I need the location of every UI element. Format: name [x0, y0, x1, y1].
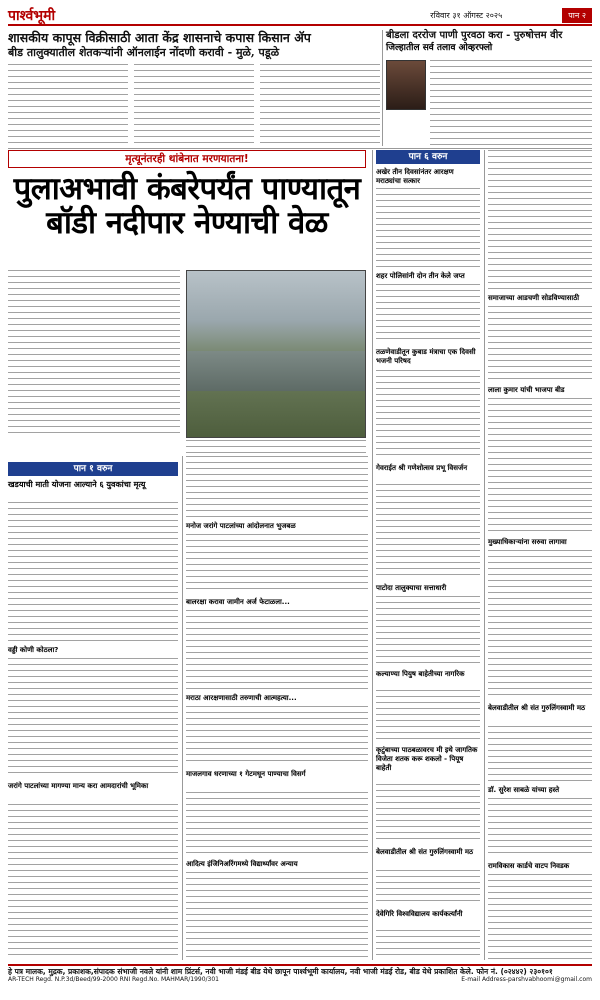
subhead: शहर पोलिसांनी दोन तीन केले जप्त: [376, 272, 465, 280]
subhead: डॉ. सुरेश साबळे यांच्या हस्ते: [488, 786, 560, 794]
email-address: E-mail Address-parshvabhoomi@gmail.com: [461, 976, 592, 983]
body-column: [376, 370, 480, 460]
divider: [182, 456, 183, 960]
main-story-column: [8, 270, 180, 438]
masthead-title: पार्श्वभूमी: [8, 7, 56, 24]
subhead: पाटोदा तालुक्याचा सत्ताधारी: [376, 584, 447, 592]
subhead: बालरक्षा करावा जामीन अर्ज फेटाळला...: [186, 598, 290, 606]
body-column: [8, 502, 178, 642]
lead-subheadline: बीड तालुक्यातील शेतकऱ्यांनी ऑनलाईन नोंदणी करावी - मुळे, पडूळे: [8, 46, 280, 59]
body-column: [376, 284, 480, 344]
subhead: मुख्याधिकाऱ्यांना सरुवा लागावा: [488, 538, 567, 546]
subhead: अखेर तीन दिवसांनंतर आरक्षण मराठ्यांचा सत्कार: [376, 168, 454, 185]
body-column: [8, 658, 178, 778]
divider: [382, 30, 383, 146]
body-column: [488, 726, 592, 782]
registration-number: AR-TECH Regd. N.P.3d/Beed/99-2000 RNI Regd.No. MAHMAR/1990/301: [8, 976, 219, 983]
right-subheadline: जिल्हातील सर्व तलाव ओव्हरफ्लो: [386, 43, 493, 53]
body-column: [376, 690, 480, 742]
section-label-page6: पान ६ वरुन: [376, 150, 480, 164]
dateline: रविवार ३१ ऑगस्ट २०२५: [430, 10, 503, 20]
divider: [372, 150, 373, 960]
right-column: [430, 60, 592, 146]
subhead: खडयाची माती योजना आल्याने ६ युवकांचा मृत्यू: [8, 480, 146, 489]
body-column: [488, 874, 592, 960]
imprint-line: हे पत्र मालक, मुद्रक, प्रकाशक,संपादक संभाजी नवले यांनी शाम प्रिंटर्स, नवी भाजी मंडई बीड येथे छापून पार्श्वभूमी कार्यालय, नवी भाजी मंडई रोड, बीड येथे प्रकाशित केले. फोन नं. (०२४४२) २३०१०१: [8, 967, 553, 976]
subhead: समाजाच्या आडचणी सोडविण्यासाठी: [488, 294, 580, 302]
body-column: [186, 610, 368, 690]
subhead: बेलवाडीतील श्री संत गुरुलिंगस्वामी मठ: [488, 704, 586, 712]
subhead: कृटुंबाच्या पाठबळावरच मी इथे जागतिक विजेता शतक करू शकलो - पियूष बाहेती: [376, 746, 478, 772]
body-column: [8, 804, 178, 960]
imprint-footer: [8, 964, 592, 994]
body-column: [186, 706, 368, 766]
lead-column-3: [260, 64, 380, 146]
lead-headline-block: [8, 30, 380, 60]
body-column: [376, 930, 480, 960]
subhead: देवेगिरि विश्वविद्यालय कार्यकर्त्यांनी: [376, 910, 463, 918]
subhead: लाला कुमार यांची भाजपा बीड: [488, 386, 565, 394]
subhead: मराठा आरक्षणासाठी तरुणाची आत्महत्या...: [186, 694, 297, 702]
subhead: बेलवाडीतील श्री संत गुरुलिंगस्वामी मठ: [376, 848, 474, 856]
body-column: [186, 792, 368, 856]
main-story-headline: पुलाअभावी कंबरेपर्यंत पाण्यातून बॉडी नदीपार नेण्याची वेळ: [13, 171, 361, 241]
body-column: [488, 306, 592, 382]
subhead: जरांगे पाटलांच्या मागण्या मान्य करा आमदारांची भूमिका: [8, 782, 149, 790]
divider: [484, 150, 485, 960]
page-header: [8, 6, 592, 26]
river-crossing-photo: [186, 270, 366, 438]
body-column: [186, 456, 368, 518]
body-column: [186, 534, 368, 594]
body-column: [186, 872, 368, 960]
subhead: वड्डी कोणी कोठला?: [8, 646, 59, 654]
right-headline-block: [386, 30, 592, 54]
portrait-photo: [386, 60, 426, 110]
lead-column-2: [134, 64, 254, 146]
subhead: तळणेवाडीतून कुबाड मंत्राचा एक दिवसी भजनी परिषद: [376, 348, 476, 365]
lead-headline: शासकीय कापूस विक्रीसाठी आता केंद्र शासनाचे कपास किसान ॲप: [8, 30, 311, 45]
subhead: आदित्य इंजिनिअरिंगमध्ये विद्यार्थ्यांवर अन्याय: [186, 860, 298, 868]
lead-column-1: [8, 64, 128, 146]
body-column: [488, 550, 592, 700]
body-column: [376, 484, 480, 580]
page-number-badge: पान २: [562, 8, 592, 23]
body-column: [376, 596, 480, 666]
main-story-strap: मृत्यूनंतरही थांबेनात मरणयातना!: [8, 150, 366, 168]
body-column: [488, 798, 592, 858]
right-headline: बीडला दररोज पाणी पुरवठा करा - पुरुषोत्तम वीर: [386, 30, 563, 41]
subhead: रामविकास कार्डचे वाटप निवडक: [488, 862, 570, 870]
body-column: [488, 398, 592, 534]
subhead: मनोज जरांगे पाटलांच्या आंदोलनात भुजबळ: [186, 522, 296, 530]
body-column: [488, 150, 592, 290]
section-label-page1: पान १ वरुन: [8, 462, 178, 476]
body-column: [376, 870, 480, 906]
subhead: गेवराईत श्री गणेशोत्सव प्रभू विसर्जन: [376, 464, 468, 472]
divider: [8, 148, 592, 149]
body-column: [376, 784, 480, 844]
subhead: माजलगाव धरणाच्या १ गेटमधून पाण्याचा विसर्ग: [186, 770, 306, 778]
subhead: कल्याण्या पियुष बाहेतीच्या नागरिक: [376, 670, 465, 678]
body-column: [376, 188, 480, 268]
